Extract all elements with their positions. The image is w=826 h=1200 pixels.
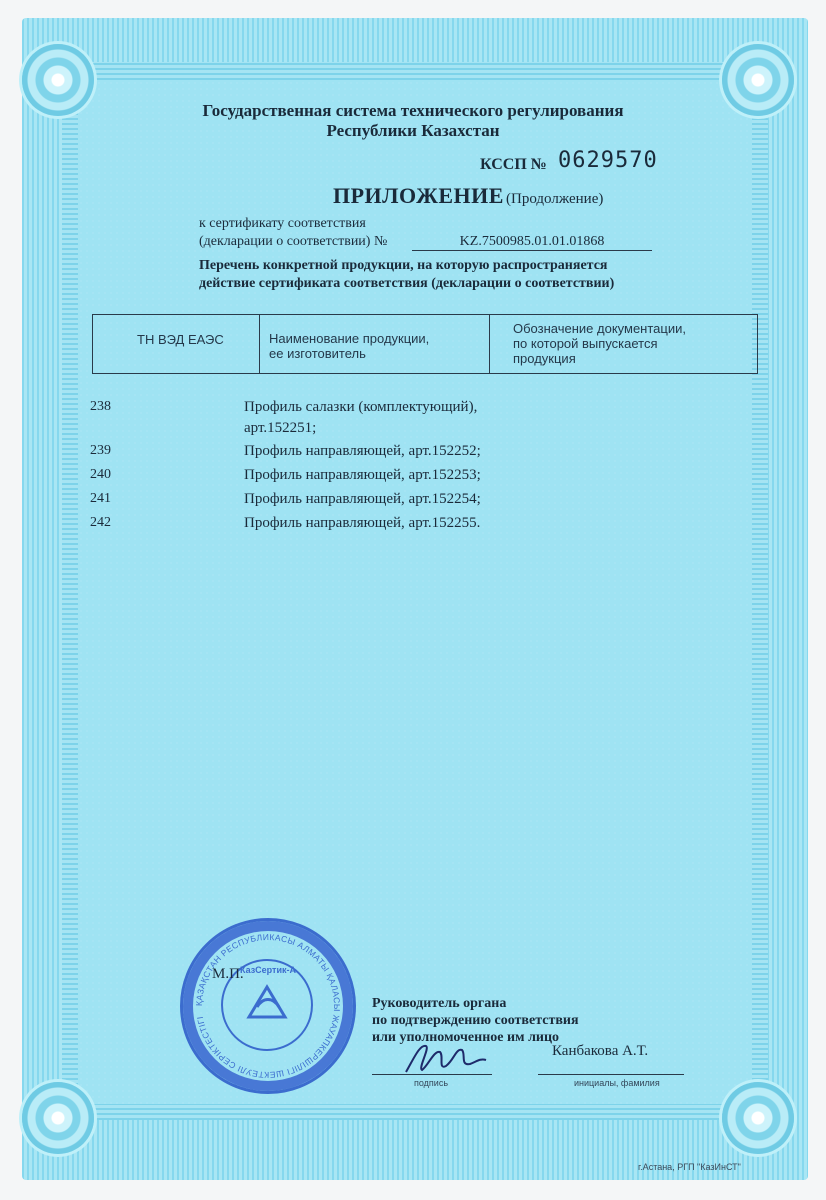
list-item-name: Профиль направляющей, арт.152255.: [244, 515, 481, 531]
stamp-place-label: М.П.: [212, 966, 244, 982]
signatory-line-3: или уполномоченное им лицо: [372, 1030, 560, 1045]
official-seal: [180, 918, 356, 1094]
initials-caption: инициалы, фамилия: [574, 1078, 660, 1088]
signature-line: [372, 1074, 492, 1075]
certificate-number: KZ.7500985.01.01.01868: [412, 234, 652, 251]
appendix-continuation: (Продолжение): [506, 191, 604, 207]
column-product-name: [259, 315, 490, 373]
signatory-name: Канбакова А.Т.: [552, 1043, 649, 1059]
column-tn-ved-label: ТН ВЭД ЕАЭС: [137, 332, 224, 347]
scope-line-1: Перечень конкретной продукции, на которую распространяется: [199, 258, 608, 273]
column-documentation: [489, 315, 757, 373]
seal-ring-caption: ҚАЗАҚСТАН РЕСПУБЛИКАСЫ АЛМАТЫ ҚАЛАСЫ ЖАУАПКЕРШІЛІГІ ШЕКТЕУЛІ СЕРІКТЕСТІГІ: [193, 931, 343, 1081]
signatory-line-1: Руководитель органа: [372, 996, 507, 1011]
appendix-title: ПРИЛОЖЕНИЕ: [333, 183, 504, 208]
list-item-number: 238: [90, 399, 111, 414]
seal-emblem-icon: [239, 983, 295, 1023]
list-item-name: Профиль направляющей, арт.152254;: [244, 491, 481, 507]
name-line: [538, 1074, 684, 1075]
header-line-2: Республики Казахстан: [326, 121, 500, 140]
header-line-1: Государственная система технического регулирования: [202, 101, 624, 120]
rosette-icon: [722, 1082, 794, 1154]
list-item-number: 242: [90, 515, 111, 530]
certificate-line-1: к сертификату соответствия: [199, 216, 366, 231]
signatory-line-2: по подтверждению соответствия: [372, 1013, 579, 1028]
list-item-name: Профиль салазки (комплектующий), арт.152251;: [244, 399, 478, 436]
list-item-number: 240: [90, 467, 111, 482]
certificate-line-2: (декларации о соответствии) №: [199, 234, 388, 249]
column-tn-ved: [93, 315, 260, 373]
list-item-name: Профиль направляющей, арт.152252;: [244, 443, 481, 459]
signature-caption: подпись: [414, 1078, 449, 1088]
seal-org-name: КазСертик-А: [239, 965, 297, 975]
rosette-icon: [22, 1082, 94, 1154]
handwritten-signature: [400, 1036, 490, 1078]
scope-line-2: действие сертификата соответствия (декларации о соответствии): [199, 276, 615, 291]
list-item-name: Профиль направляющей, арт.152253;: [244, 467, 481, 483]
kssp-label: КССП №: [480, 156, 547, 173]
list-item-number: 241: [90, 491, 111, 506]
kssp-number: 0629570: [558, 148, 658, 173]
column-documentation-label: Обозначение документации, по которой выпускается продукция: [513, 321, 686, 366]
list-item-number: 239: [90, 443, 111, 458]
products-table-header: [92, 314, 758, 374]
printer-footnote: г.Астана, РГП "КазИнСТ": [638, 1162, 741, 1172]
column-product-name-label: Наименование продукции, ее изготовитель: [269, 331, 430, 361]
